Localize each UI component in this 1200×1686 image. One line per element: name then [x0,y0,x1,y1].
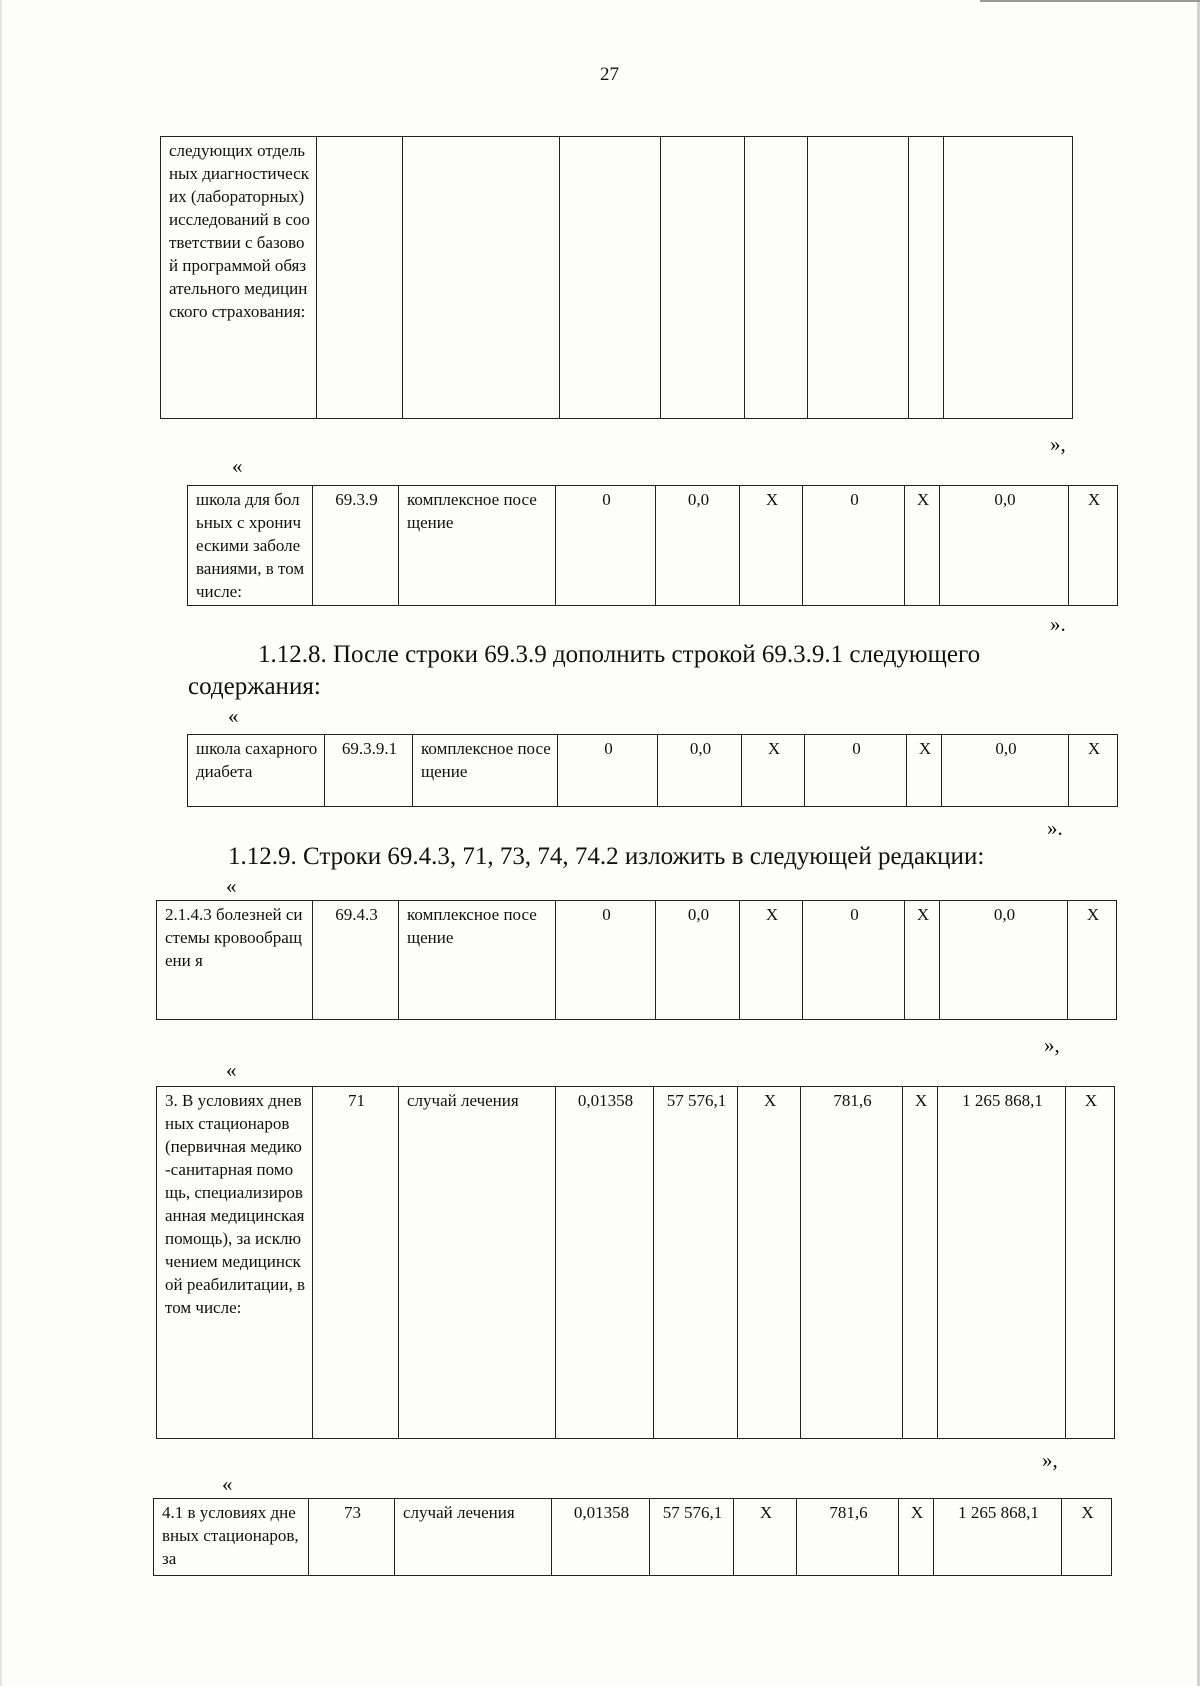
cell-code: 69.4.3 [313,901,399,1020]
cell-c6: 1 265 868,1 [938,1087,1066,1439]
cell-c1: 0 [556,486,656,606]
cell-c7: Х [1069,486,1118,606]
closing-quote-5: », [1042,1448,1058,1472]
cell-c2 [661,137,745,419]
closing-quote-4: », [1044,1033,1060,1057]
opening-quote-4: « [226,1058,237,1082]
cell-c1: 0,01358 [556,1087,654,1439]
cell-c1: 0,01358 [552,1499,650,1576]
table-row [188,486,1118,606]
cell-unit: комплексное посещение [399,486,556,606]
cell-c5: Х [899,1499,934,1576]
paragraph-1-12-8-line1: 1.12.8. После строки 69.3.9 дополнить строкой 69.3.9.1 следующего [258,641,981,668]
cell-c2: 0,0 [658,735,742,807]
cell-c2: 0,0 [656,901,740,1020]
cell-c4: 781,6 [801,1087,903,1439]
cell-c5: Х [905,486,940,606]
cell-c7: Х [1066,1087,1115,1439]
cell-c7: Х [1068,901,1117,1020]
table-continuation [160,136,1073,419]
cell-c6: 0,0 [942,735,1069,807]
opening-quote-5: « [222,1472,233,1496]
cell-c4: 781,6 [797,1499,899,1576]
cell-unit [403,137,560,419]
scan-edge-left [0,0,2,1686]
page-number: 27 [600,64,619,85]
paragraph-1-12-8-line2: содержания: [188,673,321,700]
cell-c4: 0 [805,735,907,807]
cell-c6: 0,0 [940,486,1069,606]
cell-name: 4.1 в условиях дневных стационаров, за [154,1499,309,1576]
cell-name: следующих отдельных диагностическ их (лабораторных) исследований в соответствии с базовой программой обязательного медицинского страхования: [161,137,317,419]
cell-c6: 0,0 [940,901,1068,1020]
table-row-71 [156,1086,1115,1439]
closing-quote-1: », [1050,432,1066,456]
cell-unit: комплексное посещение [413,735,558,807]
closing-quote-3: ». [1047,816,1063,840]
cell-name: школа сахарного диабета [188,735,325,807]
table-row-69-3-9-1 [187,734,1118,807]
opening-quote-2: « [228,704,239,728]
table-row-69-3-9 [187,485,1118,606]
cell-unit: случай лечения [399,1087,556,1439]
cell-c6 [944,137,1073,419]
cell-c2: 0,0 [656,486,740,606]
opening-quote-1: « [232,454,243,478]
cell-unit: случай лечения [395,1499,552,1576]
cell-c5: Х [903,1087,938,1439]
cell-c4: 0 [803,486,905,606]
table-row [188,735,1118,807]
cell-c3: Х [742,735,805,807]
cell-c1: 0 [558,735,658,807]
cell-c2: 57 576,1 [650,1499,734,1576]
cell-name: 3. В условиях дневных стационаров (первичная медико-санитарная помощь, специализиров анная медицинская помощь), за исключением медицинской реабилитации, в том числе: [157,1087,313,1439]
cell-c4 [808,137,909,419]
table-row [157,1087,1115,1439]
table-row-73 [153,1498,1112,1576]
cell-c7: Х [1069,735,1118,807]
cell-c5 [909,137,944,419]
cell-c3: Х [740,901,803,1020]
table-row [161,137,1073,419]
cell-code: 73 [309,1499,395,1576]
cell-c2: 57 576,1 [654,1087,738,1439]
paragraph-1-12-9: 1.12.9. Строки 69.4.3, 71, 73, 74, 74.2 изложить в следующей редакции: [228,843,985,870]
cell-c3 [745,137,808,419]
cell-c6: 1 265 868,1 [934,1499,1062,1576]
table-row [157,901,1117,1020]
cell-code: 71 [313,1087,399,1439]
table-row [154,1499,1112,1576]
cell-c7: Х [1062,1499,1112,1576]
cell-c3: Х [734,1499,797,1576]
cell-c3: Х [738,1087,801,1439]
cell-c5: Х [907,735,942,807]
cell-c5: Х [905,901,940,1020]
table-row-69-4-3 [156,900,1117,1020]
cell-c1: 0 [556,901,656,1020]
cell-c3: Х [740,486,803,606]
cell-c4: 0 [803,901,905,1020]
cell-c1 [560,137,661,419]
scan-top-line [980,0,1200,2]
cell-name: 2.1.4.3 болезней системы кровообращени я [157,901,313,1020]
opening-quote-3: « [226,874,237,898]
closing-quote-2: ». [1050,612,1066,636]
cell-name: школа для больных с хроническими заболеваниями, в том числе: [188,486,313,606]
cell-unit: комплексное посещение [399,901,556,1020]
cell-code: 69.3.9.1 [325,735,413,807]
cell-code: 69.3.9 [313,486,399,606]
cell-code [317,137,403,419]
